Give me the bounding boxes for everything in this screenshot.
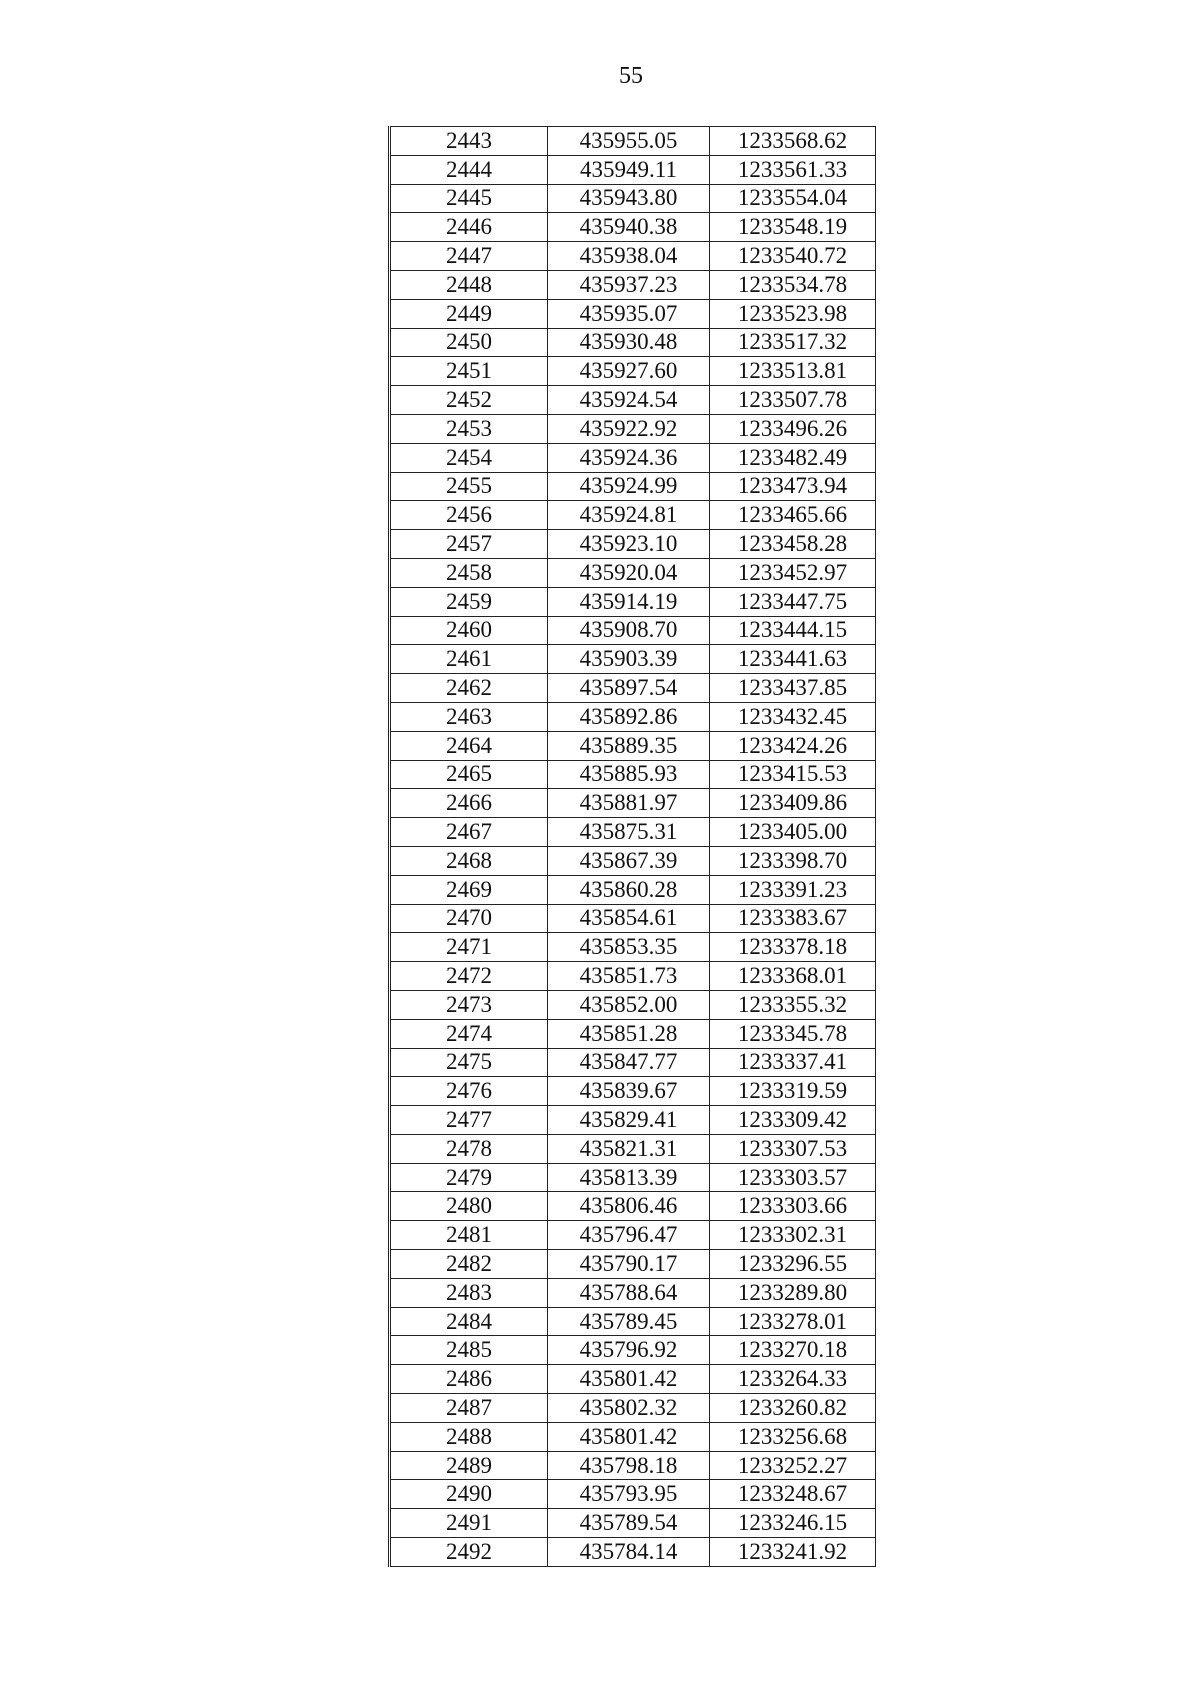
point-number-cell: 2443: [390, 127, 548, 156]
point-number-cell: 2463: [390, 702, 548, 731]
table-row: [390, 213, 876, 242]
point-number-cell: 2480: [390, 1192, 548, 1221]
point-number-cell: 2448: [390, 270, 548, 299]
point-number-cell: 2468: [390, 846, 548, 875]
y-coordinate-cell: 1233534.78: [710, 270, 876, 299]
table-row: [390, 357, 876, 386]
point-number-cell: 2456: [390, 501, 548, 530]
y-coordinate-cell: 1233482.49: [710, 443, 876, 472]
point-number-cell: 2469: [390, 875, 548, 904]
table-row: [390, 184, 876, 213]
point-number-cell: 2445: [390, 184, 548, 213]
table-row: [390, 760, 876, 789]
point-number-cell: 2447: [390, 242, 548, 271]
table-row: [390, 1365, 876, 1394]
table-row: [390, 1509, 876, 1538]
y-coordinate-cell: 1233355.32: [710, 990, 876, 1019]
point-number-cell: 2461: [390, 645, 548, 674]
table-row: [390, 299, 876, 328]
table-row: [390, 1451, 876, 1480]
y-coordinate-cell: 1233568.62: [710, 127, 876, 156]
y-coordinate-cell: 1233383.67: [710, 904, 876, 933]
table-row: [390, 1278, 876, 1307]
x-coordinate-cell: 435889.35: [548, 731, 710, 760]
x-coordinate-cell: 435955.05: [548, 127, 710, 156]
y-coordinate-cell: 1233447.75: [710, 587, 876, 616]
y-coordinate-cell: 1233309.42: [710, 1106, 876, 1135]
x-coordinate-cell: 435806.46: [548, 1192, 710, 1221]
point-number-cell: 2454: [390, 443, 548, 472]
x-coordinate-cell: 435801.42: [548, 1422, 710, 1451]
point-number-cell: 2471: [390, 933, 548, 962]
y-coordinate-cell: 1233264.33: [710, 1365, 876, 1394]
x-coordinate-cell: 435922.92: [548, 414, 710, 443]
y-coordinate-cell: 1233303.57: [710, 1163, 876, 1192]
y-coordinate-cell: 1233409.86: [710, 789, 876, 818]
table-row: [390, 1480, 876, 1509]
x-coordinate-cell: 435920.04: [548, 558, 710, 587]
point-number-cell: 2452: [390, 386, 548, 415]
y-coordinate-cell: 1233548.19: [710, 213, 876, 242]
table-row: [390, 386, 876, 415]
y-coordinate-cell: 1233452.97: [710, 558, 876, 587]
table-row: [390, 1538, 876, 1567]
y-coordinate-cell: 1233345.78: [710, 1019, 876, 1048]
y-coordinate-cell: 1233540.72: [710, 242, 876, 271]
y-coordinate-cell: 1233415.53: [710, 760, 876, 789]
table-row: [390, 1106, 876, 1135]
y-coordinate-cell: 1233458.28: [710, 530, 876, 559]
table-row: [390, 328, 876, 357]
table-row: [390, 616, 876, 645]
x-coordinate-cell: 435796.47: [548, 1221, 710, 1250]
table-row: [390, 472, 876, 501]
point-number-cell: 2459: [390, 587, 548, 616]
table-row: [390, 587, 876, 616]
y-coordinate-cell: 1233554.04: [710, 184, 876, 213]
x-coordinate-cell: 435793.95: [548, 1480, 710, 1509]
point-number-cell: 2453: [390, 414, 548, 443]
point-number-cell: 2491: [390, 1509, 548, 1538]
y-coordinate-cell: 1233241.92: [710, 1538, 876, 1567]
x-coordinate-cell: 435924.99: [548, 472, 710, 501]
point-number-cell: 2485: [390, 1336, 548, 1365]
point-number-cell: 2470: [390, 904, 548, 933]
x-coordinate-cell: 435839.67: [548, 1077, 710, 1106]
x-coordinate-cell: 435938.04: [548, 242, 710, 271]
y-coordinate-cell: 1233523.98: [710, 299, 876, 328]
table-row: [390, 702, 876, 731]
point-number-cell: 2444: [390, 155, 548, 184]
point-number-cell: 2472: [390, 962, 548, 991]
point-number-cell: 2451: [390, 357, 548, 386]
y-coordinate-cell: 1233270.18: [710, 1336, 876, 1365]
point-number-cell: 2484: [390, 1307, 548, 1336]
x-coordinate-cell: 435940.38: [548, 213, 710, 242]
table-row: [390, 414, 876, 443]
x-coordinate-cell: 435908.70: [548, 616, 710, 645]
point-number-cell: 2486: [390, 1365, 548, 1394]
y-coordinate-cell: 1233289.80: [710, 1278, 876, 1307]
table-row: [390, 1134, 876, 1163]
point-number-cell: 2462: [390, 674, 548, 703]
point-number-cell: 2473: [390, 990, 548, 1019]
y-coordinate-cell: 1233302.31: [710, 1221, 876, 1250]
point-number-cell: 2477: [390, 1106, 548, 1135]
point-number-cell: 2483: [390, 1278, 548, 1307]
point-number-cell: 2455: [390, 472, 548, 501]
y-coordinate-cell: 1233561.33: [710, 155, 876, 184]
x-coordinate-cell: 435798.18: [548, 1451, 710, 1480]
x-coordinate-cell: 435903.39: [548, 645, 710, 674]
x-coordinate-cell: 435784.14: [548, 1538, 710, 1567]
x-coordinate-cell: 435847.77: [548, 1048, 710, 1077]
x-coordinate-cell: 435943.80: [548, 184, 710, 213]
y-coordinate-cell: 1233307.53: [710, 1134, 876, 1163]
table-row: [390, 674, 876, 703]
table-row: [390, 270, 876, 299]
table-row: [390, 846, 876, 875]
y-coordinate-cell: 1233496.26: [710, 414, 876, 443]
page-number: 55: [619, 63, 643, 89]
point-number-cell: 2474: [390, 1019, 548, 1048]
y-coordinate-cell: 1233517.32: [710, 328, 876, 357]
x-coordinate-cell: 435923.10: [548, 530, 710, 559]
table-row: [390, 789, 876, 818]
table-row: [390, 1019, 876, 1048]
y-coordinate-cell: 1233437.85: [710, 674, 876, 703]
x-coordinate-cell: 435852.00: [548, 990, 710, 1019]
point-number-cell: 2475: [390, 1048, 548, 1077]
table-row: [390, 1250, 876, 1279]
table-row: [390, 155, 876, 184]
x-coordinate-cell: 435790.17: [548, 1250, 710, 1279]
x-coordinate-cell: 435937.23: [548, 270, 710, 299]
y-coordinate-cell: 1233507.78: [710, 386, 876, 415]
x-coordinate-cell: 435813.39: [548, 1163, 710, 1192]
y-coordinate-cell: 1233256.68: [710, 1422, 876, 1451]
x-coordinate-cell: 435924.36: [548, 443, 710, 472]
x-coordinate-cell: 435860.28: [548, 875, 710, 904]
y-coordinate-cell: 1233444.15: [710, 616, 876, 645]
point-number-cell: 2482: [390, 1250, 548, 1279]
x-coordinate-cell: 435885.93: [548, 760, 710, 789]
x-coordinate-cell: 435851.28: [548, 1019, 710, 1048]
point-number-cell: 2464: [390, 731, 548, 760]
y-coordinate-cell: 1233473.94: [710, 472, 876, 501]
table-row: [390, 127, 876, 156]
y-coordinate-cell: 1233303.66: [710, 1192, 876, 1221]
y-coordinate-cell: 1233465.66: [710, 501, 876, 530]
x-coordinate-cell: 435851.73: [548, 962, 710, 991]
table-row: [390, 1048, 876, 1077]
y-coordinate-cell: 1233424.26: [710, 731, 876, 760]
table-row: [390, 990, 876, 1019]
point-number-cell: 2446: [390, 213, 548, 242]
x-coordinate-cell: 435789.54: [548, 1509, 710, 1538]
point-number-cell: 2449: [390, 299, 548, 328]
table-row: [390, 1336, 876, 1365]
x-coordinate-cell: 435930.48: [548, 328, 710, 357]
y-coordinate-cell: 1233378.18: [710, 933, 876, 962]
table-row: [390, 242, 876, 271]
y-coordinate-cell: 1233278.01: [710, 1307, 876, 1336]
point-number-cell: 2488: [390, 1422, 548, 1451]
point-number-cell: 2490: [390, 1480, 548, 1509]
table-row: [390, 443, 876, 472]
table-row: [390, 1192, 876, 1221]
table-row: [390, 501, 876, 530]
x-coordinate-cell: 435821.31: [548, 1134, 710, 1163]
point-number-cell: 2479: [390, 1163, 548, 1192]
table-row: [390, 530, 876, 559]
table-row: [390, 1307, 876, 1336]
y-coordinate-cell: 1233398.70: [710, 846, 876, 875]
y-coordinate-cell: 1233246.15: [710, 1509, 876, 1538]
x-coordinate-cell: 435949.11: [548, 155, 710, 184]
x-coordinate-cell: 435801.42: [548, 1365, 710, 1394]
x-coordinate-cell: 435867.39: [548, 846, 710, 875]
table-row: [390, 875, 876, 904]
point-number-cell: 2460: [390, 616, 548, 645]
y-coordinate-cell: 1233248.67: [710, 1480, 876, 1509]
point-number-cell: 2478: [390, 1134, 548, 1163]
point-number-cell: 2487: [390, 1394, 548, 1423]
x-coordinate-cell: 435924.54: [548, 386, 710, 415]
x-coordinate-cell: 435788.64: [548, 1278, 710, 1307]
x-coordinate-cell: 435914.19: [548, 587, 710, 616]
y-coordinate-cell: 1233296.55: [710, 1250, 876, 1279]
x-coordinate-cell: 435927.60: [548, 357, 710, 386]
table-row: [390, 1394, 876, 1423]
y-coordinate-cell: 1233391.23: [710, 875, 876, 904]
x-coordinate-cell: 435829.41: [548, 1106, 710, 1135]
y-coordinate-cell: 1233260.82: [710, 1394, 876, 1423]
coordinates-table-body: [390, 127, 876, 1567]
point-number-cell: 2457: [390, 530, 548, 559]
table-row: [390, 1221, 876, 1250]
point-number-cell: 2466: [390, 789, 548, 818]
point-number-cell: 2476: [390, 1077, 548, 1106]
coordinates-table: [388, 126, 876, 1567]
y-coordinate-cell: 1233319.59: [710, 1077, 876, 1106]
table-row: [390, 818, 876, 847]
y-coordinate-cell: 1233405.00: [710, 818, 876, 847]
point-number-cell: 2481: [390, 1221, 548, 1250]
table-row: [390, 962, 876, 991]
table-row: [390, 1163, 876, 1192]
point-number-cell: 2450: [390, 328, 548, 357]
y-coordinate-cell: 1233513.81: [710, 357, 876, 386]
x-coordinate-cell: 435854.61: [548, 904, 710, 933]
y-coordinate-cell: 1233337.41: [710, 1048, 876, 1077]
point-number-cell: 2465: [390, 760, 548, 789]
x-coordinate-cell: 435892.86: [548, 702, 710, 731]
x-coordinate-cell: 435935.07: [548, 299, 710, 328]
y-coordinate-cell: 1233432.45: [710, 702, 876, 731]
table-row: [390, 731, 876, 760]
y-coordinate-cell: 1233252.27: [710, 1451, 876, 1480]
x-coordinate-cell: 435853.35: [548, 933, 710, 962]
x-coordinate-cell: 435802.32: [548, 1394, 710, 1423]
x-coordinate-cell: 435881.97: [548, 789, 710, 818]
table-row: [390, 558, 876, 587]
table-row: [390, 904, 876, 933]
y-coordinate-cell: 1233441.63: [710, 645, 876, 674]
x-coordinate-cell: 435897.54: [548, 674, 710, 703]
table-row: [390, 933, 876, 962]
y-coordinate-cell: 1233368.01: [710, 962, 876, 991]
point-number-cell: 2489: [390, 1451, 548, 1480]
x-coordinate-cell: 435875.31: [548, 818, 710, 847]
x-coordinate-cell: 435924.81: [548, 501, 710, 530]
point-number-cell: 2492: [390, 1538, 548, 1567]
point-number-cell: 2458: [390, 558, 548, 587]
x-coordinate-cell: 435796.92: [548, 1336, 710, 1365]
table-row: [390, 1422, 876, 1451]
x-coordinate-cell: 435789.45: [548, 1307, 710, 1336]
table-row: [390, 1077, 876, 1106]
table-row: [390, 645, 876, 674]
point-number-cell: 2467: [390, 818, 548, 847]
